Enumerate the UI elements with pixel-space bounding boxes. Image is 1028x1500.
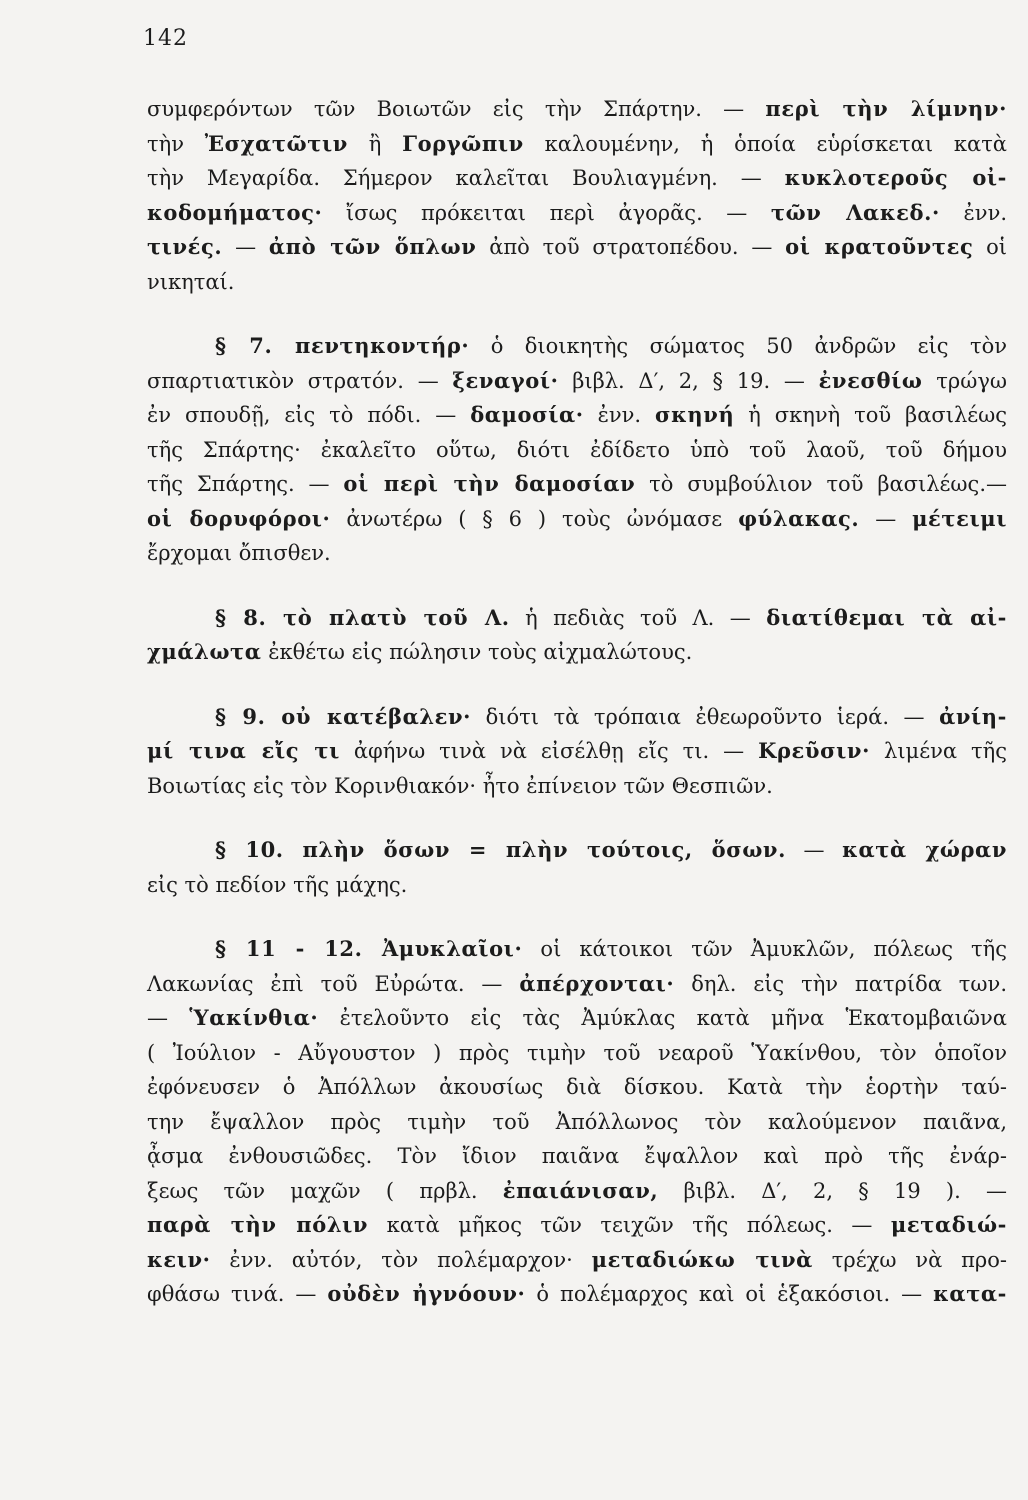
text-run: ἡ πεδιὰς τοῦ Λ. — bbox=[509, 605, 767, 630]
text-line bbox=[147, 734, 1007, 769]
bold-lemma: κοδομήματος· bbox=[147, 199, 323, 225]
bold-lemma: ἐπαιάνισαν, bbox=[502, 1177, 659, 1203]
text-run: Βοιωτίας εἰς τὸν Κορινθιακόν· ἦτο ἐπίνειον τῶν Θεσπιῶν. bbox=[147, 773, 773, 798]
bold-lemma: § 10. πλὴν ὅσων = πλὴν τούτοις, ὅσων. bbox=[215, 837, 786, 862]
bold-lemma: μέτειμι bbox=[912, 505, 1007, 531]
text-run: Λακωνίας ἐπὶ τοῦ Εὐρώτα. — bbox=[147, 971, 520, 996]
body-text bbox=[147, 92, 1007, 1312]
text-run: τὴν Μεγαρίδα. Σήμερον καλεῖται Βουλιαγμένη. — bbox=[147, 166, 785, 190]
text-run: — bbox=[147, 1006, 190, 1030]
text-run: ἢ bbox=[347, 131, 403, 156]
text-run: ἴσως πρόκειται περὶ ἀγορᾶς. — bbox=[322, 200, 771, 225]
text-line bbox=[147, 329, 1007, 364]
text-line bbox=[147, 536, 1007, 571]
bold-lemma: περὶ τὴν λίμνην· bbox=[765, 96, 1007, 121]
bold-lemma: σκηνή bbox=[655, 402, 735, 427]
bold-lemma: δαμοσία· bbox=[470, 402, 584, 427]
text-run: τρώγω bbox=[922, 368, 1007, 393]
text-run: δηλ. εἰς τὴν πατρίδα των. bbox=[674, 971, 1007, 996]
text-line bbox=[147, 467, 1007, 502]
text-run: τρέχω νὰ προ- bbox=[812, 1247, 1007, 1272]
bold-lemma: Ἐσχατῶτιν bbox=[204, 130, 348, 156]
text-line bbox=[147, 433, 1007, 468]
text-run: ( Ἰούλιον - Αὔγουστον ) πρὸς τιμὴν τοῦ νεαροῦ Ὑακίνθου, τὸν ὁποῖον bbox=[147, 1040, 1007, 1065]
text-line bbox=[147, 1105, 1007, 1140]
bold-lemma: οἱ κρατοῦντες bbox=[785, 234, 974, 259]
bold-lemma: Κρεῦσιν· bbox=[758, 738, 871, 763]
bold-lemma: κατὰ χώραν bbox=[842, 837, 1007, 862]
bold-lemma: § 9. οὐ κατέβαλεν· bbox=[215, 703, 472, 729]
bold-lemma: ἐνεσθίω bbox=[818, 367, 923, 393]
text-line bbox=[147, 932, 1007, 967]
bold-lemma: οὐδὲν ἠγνόουν· bbox=[327, 1281, 526, 1306]
text-run: ἐν σπουδῇ, εἰς τὸ πόδι. — bbox=[147, 403, 471, 427]
text-run: — bbox=[222, 235, 269, 259]
text-run: ἐτελοῦντο εἰς τὰς Ἀμύκλας κατὰ μῆνα Ἑκατομβαιῶνα bbox=[318, 1006, 1007, 1030]
page-number: 142 bbox=[143, 26, 188, 51]
text-run: ἐκθέτω εἰς πώλησιν τοὺς αἰχμαλώτους. bbox=[261, 640, 693, 664]
text-line bbox=[147, 868, 1007, 903]
bold-lemma: ἀπὸ τῶν ὅπλων bbox=[268, 234, 477, 259]
bold-lemma: κειν· bbox=[147, 1246, 211, 1272]
text-run: ξεως τῶν μαχῶν ( πρβλ. bbox=[147, 1178, 503, 1203]
text-line bbox=[147, 230, 1007, 265]
text-line bbox=[147, 1277, 1007, 1312]
text-line bbox=[147, 833, 1007, 868]
text-run: κατὰ μῆκος τῶν τειχῶν τῆς πόλεως. — bbox=[368, 1213, 891, 1237]
bold-lemma: κατα- bbox=[933, 1281, 1007, 1306]
text-line bbox=[147, 1208, 1007, 1243]
bold-lemma: μεταδιώκω τινὰ bbox=[591, 1246, 813, 1272]
text-line bbox=[147, 1001, 1007, 1036]
text-run: ἀνωτέρω ( § 6 ) τοὺς ὠνόμασε bbox=[330, 506, 739, 531]
text-run: βιβλ. Δ′, 2, § 19 ). — bbox=[658, 1178, 1007, 1203]
text-run: — bbox=[786, 838, 843, 862]
bold-lemma: παρὰ τὴν πόλιν bbox=[147, 1212, 369, 1237]
bold-lemma: φύλακας. bbox=[738, 505, 860, 531]
text-line bbox=[147, 1243, 1007, 1278]
text-run: ἡ σκηνὴ τοῦ βασιλέως bbox=[734, 403, 1008, 427]
text-run: οἱ bbox=[973, 235, 1007, 259]
bold-lemma: ξεναγοί· bbox=[452, 367, 559, 393]
text-run: την ἔψαλλον πρὸς τιμὴν τοῦ Ἀπόλλωνος τὸν καλούμενον παιᾶνα, bbox=[147, 1109, 1007, 1134]
bold-lemma: τῶν Λακεδ.· bbox=[770, 199, 940, 225]
text-line bbox=[147, 265, 1007, 300]
text-run: τὸ συμβούλιον τοῦ βασιλέως.— bbox=[635, 472, 1007, 496]
text-line bbox=[147, 161, 1007, 196]
text-line bbox=[147, 1070, 1007, 1105]
text-line bbox=[147, 127, 1007, 162]
bold-lemma: § 7. πεντηκοντήρ· bbox=[215, 333, 470, 358]
bold-lemma: μεταδιώ- bbox=[890, 1212, 1007, 1237]
text-run: ᾆσμα ἐνθουσιῶδες. Τὸν ἴδιον παιᾶνα ἔψαλλον καὶ πρὸ τῆς ἐνάρ- bbox=[147, 1144, 1007, 1168]
text-run: βιβλ. Δ′, 2, § 19. — bbox=[558, 368, 819, 393]
bold-lemma: § 8. τὸ πλατὺ τοῦ Λ. bbox=[215, 604, 510, 630]
text-line bbox=[147, 92, 1007, 127]
text-line bbox=[147, 1139, 1007, 1174]
bold-lemma: Ὑακίνθια· bbox=[189, 1005, 319, 1030]
text-run: νικηταί. bbox=[147, 269, 235, 294]
text-run: ἐνν. bbox=[583, 403, 655, 427]
text-run: εἰς τὸ πεδίον τῆς μάχης. bbox=[147, 872, 408, 897]
text-run: ἀπὸ τοῦ στρατοπέδου. — bbox=[476, 235, 786, 259]
bold-lemma: ἀνίη- bbox=[939, 703, 1007, 729]
text-line bbox=[147, 1174, 1007, 1209]
text-run: ἔρχομαι ὄπισθεν. bbox=[147, 541, 331, 565]
text-run: καλουμένην, ἡ ὁποία εὑρίσκεται κατὰ bbox=[523, 131, 1007, 156]
text-run: λιμένα τῆς bbox=[870, 739, 1007, 763]
text-run: σπαρτιατικὸν στρατόν. — bbox=[147, 368, 453, 393]
bold-lemma: ἀπέρχονται· bbox=[519, 970, 675, 996]
text-run: ἐνν. αὐτόν, τὸν πολέμαρχον· bbox=[210, 1247, 592, 1272]
bold-lemma: τινές. bbox=[147, 234, 223, 259]
bold-lemma: οἱ περὶ τὴν δαμοσίαν bbox=[343, 471, 636, 496]
bold-lemma: μί τινα εἴς τι bbox=[147, 738, 340, 763]
text-run: ὁ διοικητὴς σώματος 50 ἀνδρῶν εἰς τὸν bbox=[469, 334, 1007, 358]
text-line bbox=[147, 635, 1007, 670]
text-run: τῆς Σπάρτης· ἐκαλεῖτο οὕτω, διότι ἐδίδετο ὑπὸ τοῦ λαοῦ, τοῦ δήμου bbox=[147, 437, 1007, 462]
bold-lemma: διατίθεμαι τὰ αἰ- bbox=[766, 604, 1007, 630]
bold-lemma: χμάλωτα bbox=[147, 639, 262, 664]
text-line bbox=[147, 967, 1007, 1002]
text-run: ἐφόνευσεν ὁ Ἀπόλλων ἀκουσίως διὰ δίσκου. Κατὰ τὴν ἑορτὴν ταύ- bbox=[147, 1075, 1007, 1099]
text-run: — bbox=[859, 506, 913, 531]
text-line bbox=[147, 769, 1007, 804]
text-run: οἱ κάτοικοι τῶν Ἀμυκλῶν, πόλεως τῆς bbox=[522, 937, 1007, 961]
bold-lemma: κυκλοτεροῦς οἰ- bbox=[784, 165, 1008, 190]
text-line bbox=[147, 700, 1007, 735]
text-run: τὴν bbox=[147, 131, 205, 156]
text-run: φθάσω τινά. — bbox=[147, 1282, 328, 1306]
text-run: συμφερόντων τῶν Βοιωτῶν εἰς τὴν Σπάρτην. — bbox=[147, 97, 766, 121]
bold-lemma: § 11 - 12. Ἀμυκλαῖοι· bbox=[215, 936, 523, 961]
text-line bbox=[147, 398, 1007, 433]
text-run: ὁ πολέμαρχος καὶ οἱ ἑξακόσιοι. — bbox=[525, 1282, 934, 1306]
bold-lemma: οἱ δορυφόροι· bbox=[147, 505, 331, 531]
bold-lemma: Γοργῶπιν bbox=[402, 130, 524, 156]
text-line bbox=[147, 502, 1007, 537]
text-run: τῆς Σπάρτης. — bbox=[147, 472, 344, 496]
text-line bbox=[147, 364, 1007, 399]
text-run: διότι τὰ τρόπαια ἐθεωροῦντο ἱερά. — bbox=[471, 704, 940, 729]
text-line bbox=[147, 1036, 1007, 1071]
text-run: ἐνν. bbox=[939, 200, 1008, 225]
text-line bbox=[147, 196, 1007, 231]
text-line bbox=[147, 601, 1007, 636]
text-run: ἀφήνω τινὰ νὰ εἰσέλθῃ εἴς τι. — bbox=[339, 739, 759, 763]
